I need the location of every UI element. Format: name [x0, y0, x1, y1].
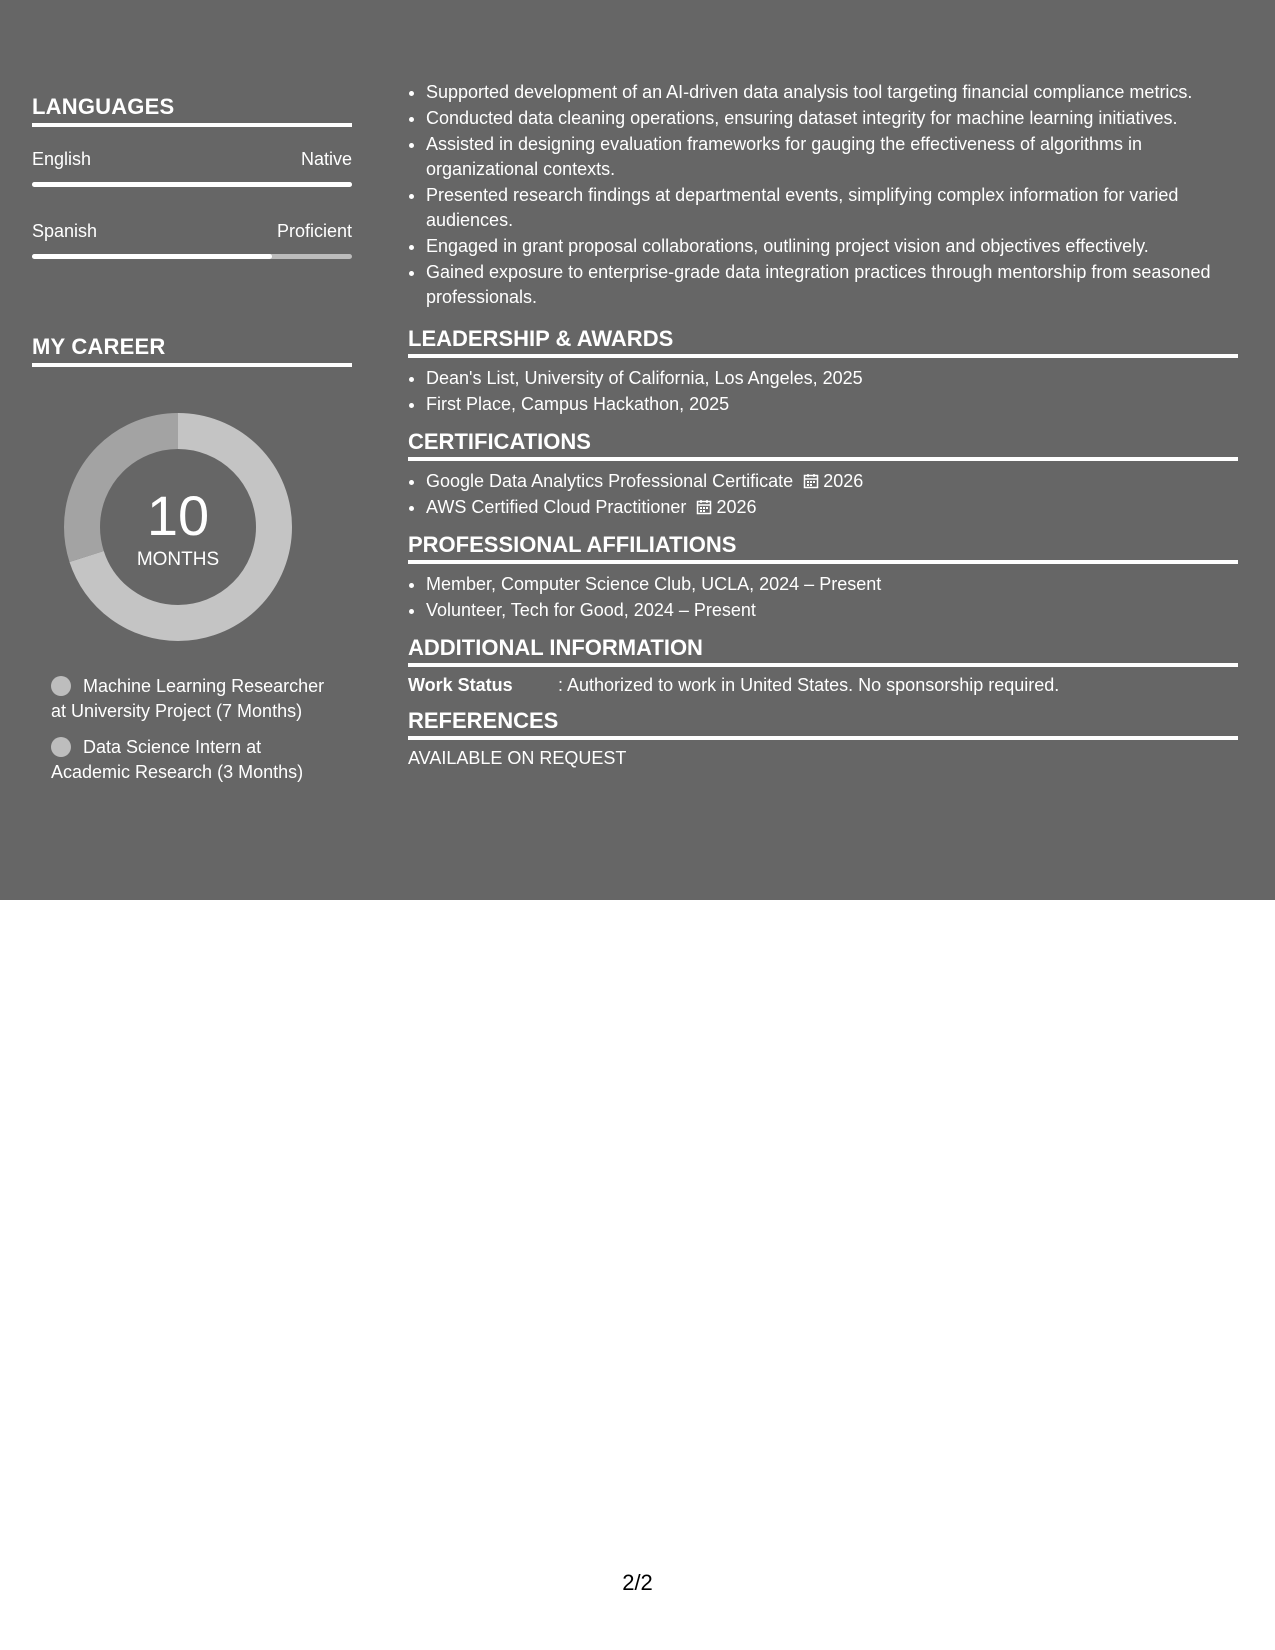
additional-info-heading: ADDITIONAL INFORMATION [408, 635, 1238, 667]
experience-bullet: • Conducted data cleaning operations, ensuring dataset integrity for machine learning initiatives. [426, 106, 1238, 131]
work-status-row [408, 675, 1238, 696]
career-section [32, 334, 352, 367]
experience-bullets [408, 80, 1238, 310]
career-entry-label: Data Science Intern at Academic Research (3 Months) [51, 737, 304, 782]
affiliation-item: • Member, Computer Science Club, UCLA, 2024 – Present [426, 572, 1238, 597]
career-legend-item [51, 674, 341, 724]
calendar-icon [803, 473, 819, 489]
certifications-heading: CERTIFICATIONS [408, 429, 1238, 461]
career-heading: MY CAREER [32, 334, 352, 367]
language-level: Native [300, 149, 352, 169]
work-status-label: Work Status [408, 675, 513, 695]
language-item-spanish [32, 221, 352, 259]
leadership-heading: LEADERSHIP & AWARDS [408, 326, 1238, 358]
certification-name: Google Data Analytics Professional Certificate [426, 471, 794, 491]
certifications-section [408, 429, 1238, 520]
certification-year: 2026 [716, 497, 757, 517]
work-status-value: : Authorized to work in United States. No sponsorship required. [558, 675, 1060, 695]
experience-bullet: • Assisted in designing evaluation frameworks for gauging the effectiveness of algorithms in organizational contexts. [426, 132, 1238, 182]
languages-heading: LANGUAGES [32, 94, 352, 127]
leadership-section [408, 326, 1238, 417]
main-column [408, 80, 1238, 769]
affiliations-section [408, 532, 1238, 623]
affiliations-heading: PROFESSIONAL AFFILIATIONS [408, 532, 1238, 564]
career-legend [51, 674, 341, 796]
language-level: Proficient [276, 221, 352, 241]
career-entry-label: Machine Learning Researcher at University Project (7 Months) [51, 676, 325, 721]
language-name: English [32, 149, 92, 169]
affiliation-item: • Volunteer, Tech for Good, 2024 – Present [426, 598, 1238, 623]
experience-bullet: • Supported development of an AI-driven data analysis tool targeting financial compliance metrics. [426, 80, 1238, 105]
language-bar-fill [32, 254, 272, 259]
leadership-item: • Dean's List, University of California, Los Angeles, 2025 [426, 366, 1238, 391]
certification-item [426, 495, 1238, 520]
additional-info-section [408, 635, 1238, 696]
leadership-item: • First Place, Campus Hackathon, 2025 [426, 392, 1238, 417]
career-donut-chart [64, 413, 292, 641]
certification-item [426, 469, 1238, 494]
career-total-unit: MONTHS [136, 549, 220, 570]
career-legend-item [51, 735, 341, 785]
certification-name: AWS Certified Cloud Practitioner [426, 497, 687, 517]
references-section [408, 708, 1238, 769]
language-bar [32, 182, 352, 187]
experience-bullet: • Engaged in grant proposal collaborations, outlining project vision and objectives effectively. [426, 234, 1238, 259]
certification-year: 2026 [823, 471, 864, 491]
page-number: 2/2 [622, 1570, 653, 1595]
calendar-icon [696, 499, 712, 515]
language-bar [32, 254, 352, 259]
legend-dot [51, 737, 71, 757]
languages-section [32, 94, 352, 259]
language-name: Spanish [32, 221, 98, 241]
experience-bullet: • Presented research findings at departmental events, simplifying complex information for varied audiences. [426, 183, 1238, 233]
language-item-english [32, 149, 352, 187]
career-total-value: 10 [146, 484, 210, 547]
experience-bullet: • Gained exposure to enterprise-grade data integration practices through mentorship from seasoned professionals. [426, 260, 1238, 310]
language-bar-fill [32, 182, 352, 187]
references-heading: REFERENCES [408, 708, 1238, 740]
legend-dot [51, 676, 71, 696]
references-text: AVAILABLE ON REQUEST [408, 748, 627, 768]
